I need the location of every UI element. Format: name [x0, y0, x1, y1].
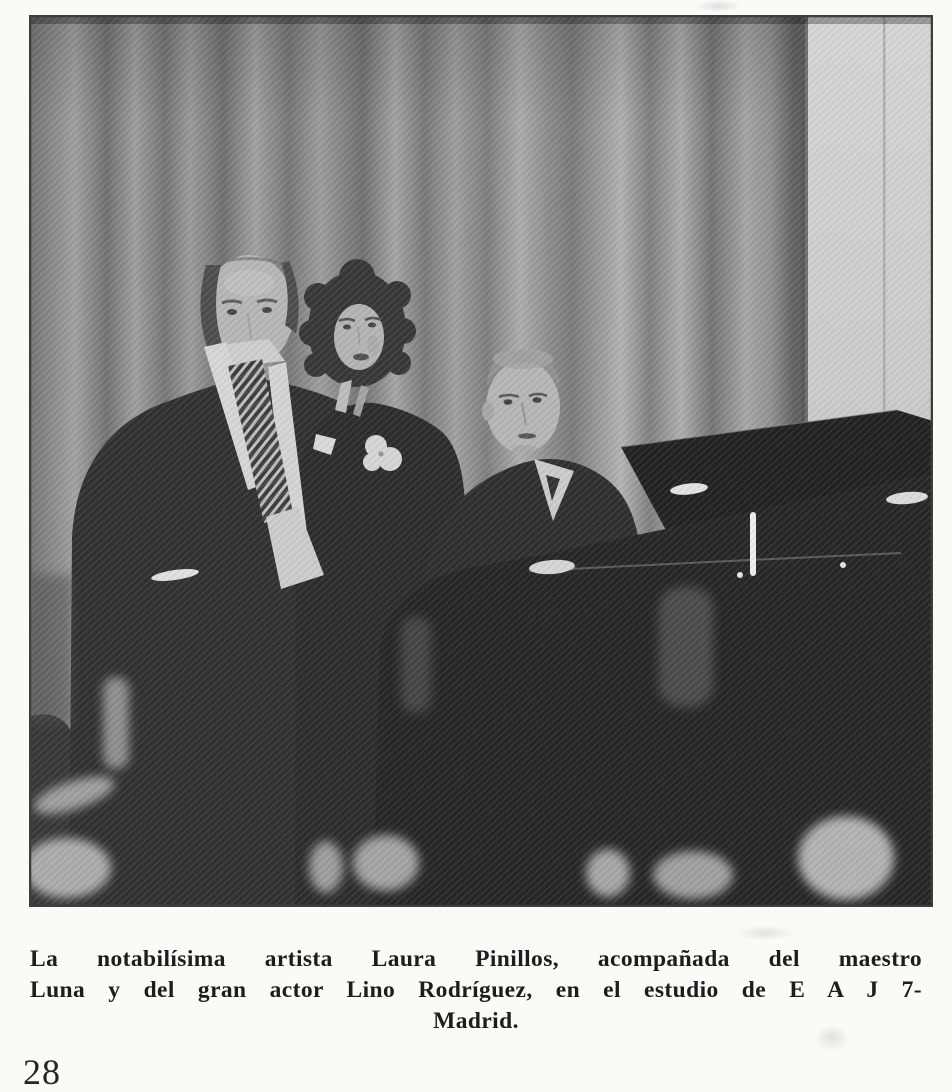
- caption-line-1: La notabilísima artista Laura Pinillos, acompañada del maestro: [30, 946, 922, 972]
- photo: [29, 15, 933, 907]
- scan-smudge: [695, 0, 741, 12]
- film-grain: [29, 15, 933, 907]
- scan-smudge: [735, 925, 795, 941]
- caption-line-3: Madrid.: [433, 1008, 519, 1034]
- photo-caption: [30, 944, 922, 1037]
- page-number: 28: [23, 1052, 61, 1092]
- caption-line-2: Luna y del gran actor Lino Rodríguez, en el estudio de E A J 7-: [30, 977, 922, 1003]
